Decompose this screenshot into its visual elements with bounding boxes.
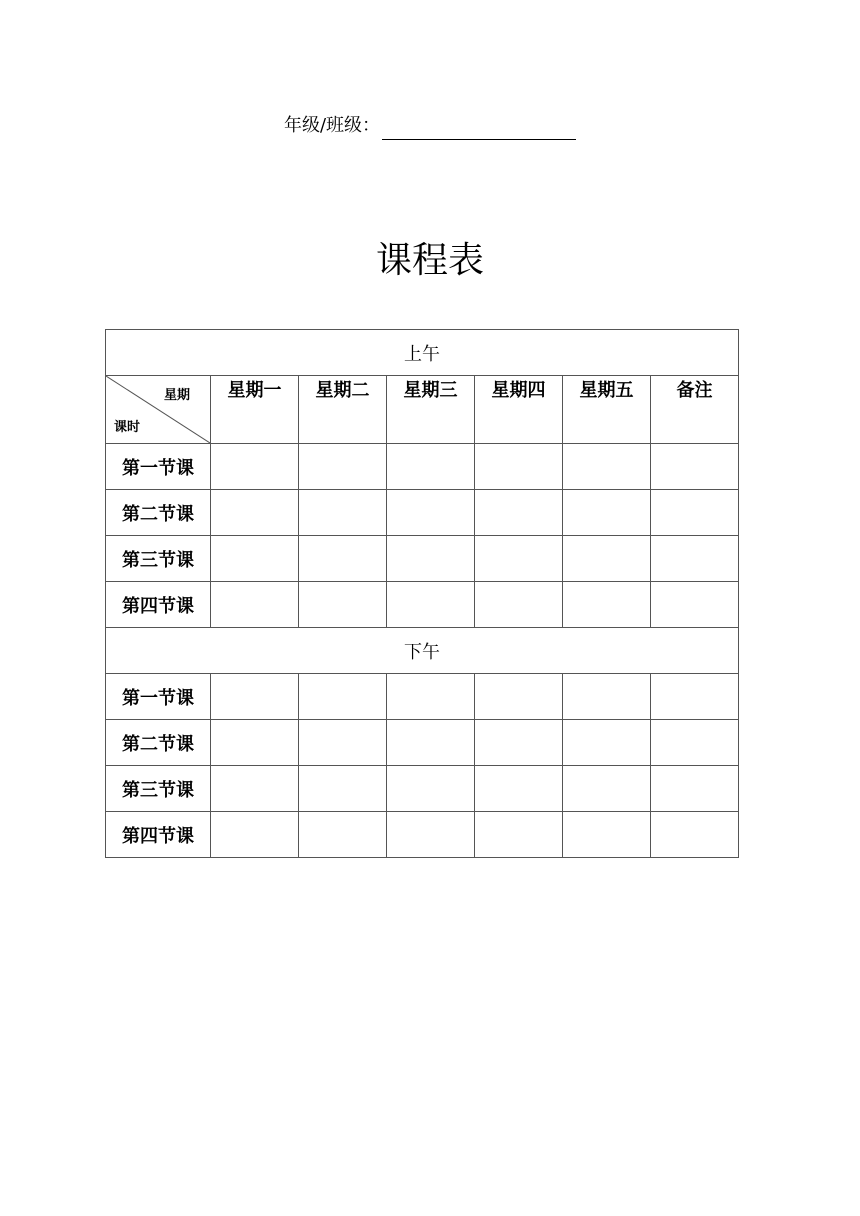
schedule-cell[interactable] [387,720,475,766]
schedule-cell[interactable] [651,720,739,766]
lesson-label: 第四节课 [106,812,211,858]
lesson-label: 第二节课 [106,490,211,536]
schedule-cell[interactable] [651,536,739,582]
day-header: 星期二 [299,376,387,444]
schedule-cell[interactable] [211,490,299,536]
corner-weekday-label: 星期 [163,388,190,403]
schedule-cell[interactable] [563,444,651,490]
schedule-cell[interactable] [299,582,387,628]
schedule-cell[interactable] [299,720,387,766]
schedule-cell[interactable] [211,812,299,858]
table-row [106,720,739,766]
corner-period-label: 课时 [114,420,141,435]
lesson-label: 第一节课 [106,444,211,490]
schedule-cell[interactable] [563,720,651,766]
schedule-cell[interactable] [475,444,563,490]
schedule-cell[interactable] [211,444,299,490]
schedule-cell[interactable] [563,766,651,812]
lesson-label: 第四节课 [106,582,211,628]
day-header: 星期三 [387,376,475,444]
table-row [106,582,739,628]
schedule-cell[interactable] [475,720,563,766]
schedule-cell[interactable] [387,766,475,812]
day-header: 星期五 [563,376,651,444]
schedule-cell[interactable] [475,812,563,858]
schedule-table [105,329,739,858]
schedule-cell[interactable] [387,582,475,628]
schedule-cell[interactable] [299,444,387,490]
schedule-cell[interactable] [475,582,563,628]
day-header: 星期四 [475,376,563,444]
schedule-cell[interactable] [211,582,299,628]
schedule-cell[interactable] [387,536,475,582]
afternoon-section-label: 下午 [106,628,739,674]
day-header: 星期一 [211,376,299,444]
table-row [106,674,739,720]
schedule-cell[interactable] [299,812,387,858]
lesson-label: 第三节课 [106,536,211,582]
table-row [106,490,739,536]
schedule-cell[interactable] [475,674,563,720]
schedule-cell[interactable] [651,812,739,858]
schedule-cell[interactable] [475,536,563,582]
schedule-cell[interactable] [211,536,299,582]
grade-class-label: 年级/班级： [283,115,381,136]
schedule-cell[interactable] [475,766,563,812]
schedule-cell[interactable] [299,490,387,536]
schedule-cell[interactable] [651,490,739,536]
schedule-cell[interactable] [211,720,299,766]
corner-header-cell [106,376,211,444]
schedule-cell[interactable] [475,490,563,536]
schedule-cell[interactable] [563,582,651,628]
schedule-cell[interactable] [651,582,739,628]
page-title: 课程表 [375,240,484,281]
schedule-cell[interactable] [211,766,299,812]
schedule-cell[interactable] [563,674,651,720]
schedule-cell[interactable] [299,674,387,720]
grade-class-blank[interactable] [382,119,576,140]
grade-class-line [0,112,860,140]
schedule-cell[interactable] [211,674,299,720]
schedule-cell[interactable] [299,766,387,812]
table-row [106,444,739,490]
schedule-cell[interactable] [387,444,475,490]
schedule-cell[interactable] [651,766,739,812]
notes-header: 备注 [651,376,739,444]
morning-section-label: 上午 [106,330,739,376]
schedule-cell[interactable] [563,812,651,858]
schedule-cell[interactable] [387,674,475,720]
schedule-cell[interactable] [651,674,739,720]
schedule-cell[interactable] [563,490,651,536]
schedule-cell[interactable] [387,812,475,858]
table-row [106,536,739,582]
schedule-cell[interactable] [651,444,739,490]
schedule-cell[interactable] [563,536,651,582]
table-row [106,766,739,812]
lesson-label: 第三节课 [106,766,211,812]
lesson-label: 第二节课 [106,720,211,766]
schedule-cell[interactable] [387,490,475,536]
lesson-label: 第一节课 [106,674,211,720]
schedule-cell[interactable] [299,536,387,582]
table-row [106,812,739,858]
